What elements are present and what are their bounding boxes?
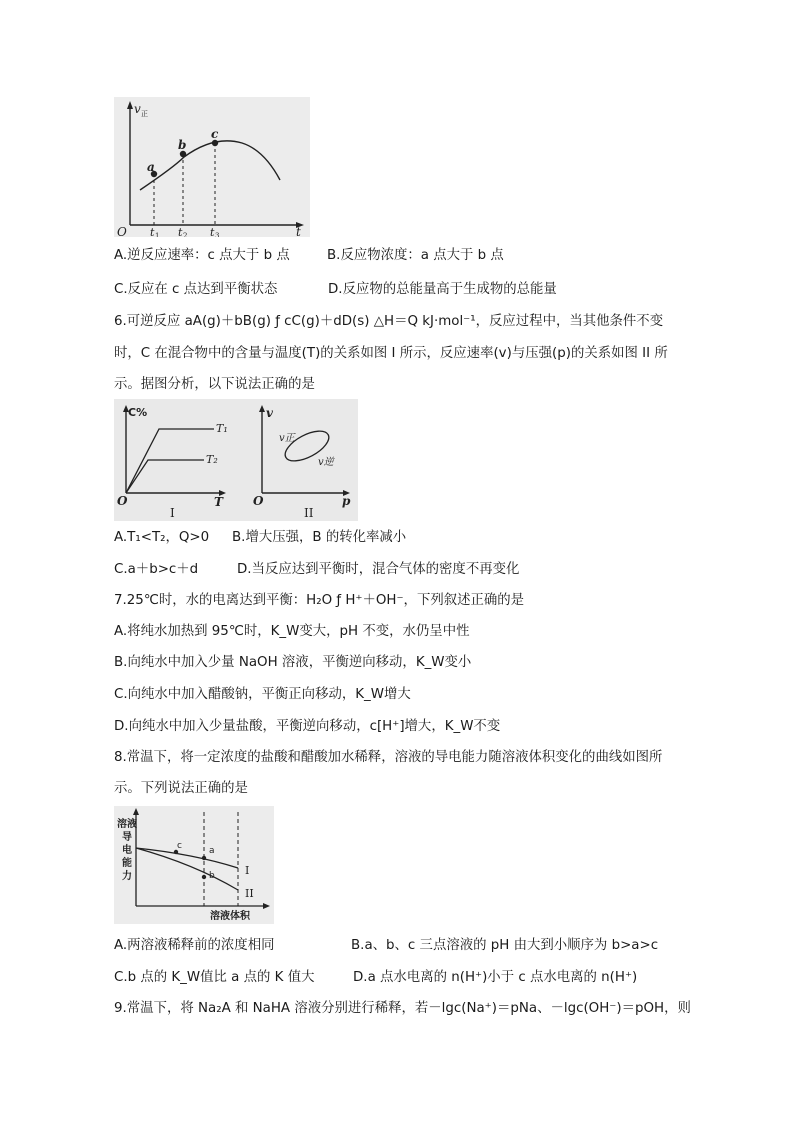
figure-c-percent-and-rate-pressure: [114, 399, 358, 521]
q6-stem-line1: 6.可逆反应 aA(g)＋bB(g) ƒ cC(g)＋dD(s) △H＝Q kJ·mol⁻¹，反应过程中，当其他条件不变: [114, 314, 664, 329]
figure-rate-vs-time: [114, 97, 310, 237]
q5-option-b: B.反应物浓度：a 点大于 b 点: [327, 248, 504, 263]
curve-i-label: I: [245, 864, 250, 877]
point-c-label: c: [211, 127, 219, 141]
tick-t3: t: [210, 226, 215, 237]
curve-ii-label: II: [245, 887, 254, 900]
v-reverse-label: v逆: [318, 457, 334, 468]
right-origin: O: [253, 494, 264, 508]
point-b-label: b: [178, 138, 187, 152]
y-label-char-1: 溶: [117, 819, 127, 830]
q6-stem-line2: 时，C 在混合物中的含量与温度(T)的关系如图 I 所示，反应速率(v)与压强(p)的关系如图 II 所: [114, 346, 668, 361]
tick-t1: t: [150, 226, 155, 237]
left-x-label: T: [214, 495, 223, 509]
x-axis-label: 溶液体积: [210, 911, 250, 922]
q7-option-c: C.向纯水中加入醋酸钠，平衡正向移动，K_W增大: [114, 687, 411, 702]
left-origin: O: [117, 494, 128, 508]
caption-i: I: [170, 506, 175, 520]
q8-option-a: A.两溶液稀释前的浓度相同: [114, 938, 275, 953]
q5-option-d: D.反应物的总能量高于生成物的总能量: [328, 282, 557, 297]
q8-option-b: B.a、b、c 三点溶液的 pH 由大到小顺序为 b>a>c: [351, 938, 659, 953]
point-a-label: a: [209, 846, 215, 856]
y-axis-label: v: [134, 102, 141, 116]
point-a-label: a: [147, 160, 155, 174]
v-forward-label: v正: [279, 433, 295, 444]
q6-stem-line3: 示。据图分析，以下说法正确的是: [114, 377, 315, 392]
q5-option-a: A.逆反应速率：c 点大于 b 点: [114, 248, 290, 263]
right-x-label: p: [342, 494, 351, 508]
q7-stem: 7.25℃时，水的电离达到平衡：H₂O ƒ H⁺＋OH⁻，下列叙述正确的是: [114, 593, 525, 608]
y-label-char-5: 能: [122, 858, 132, 869]
tick-t1-sub: 1: [155, 232, 160, 237]
y-label-char-3: 导: [122, 832, 132, 843]
y-label-char-4: 电: [122, 845, 132, 856]
x-axis-label: t: [296, 225, 301, 237]
tick-t2-sub: 2: [183, 232, 188, 237]
point-c-label: c: [177, 841, 182, 851]
q7-option-a: A.将纯水加热到 95℃时，K_W变大，pH 不变，水仍呈中性: [114, 624, 470, 639]
q7-option-b: B.向纯水中加入少量 NaOH 溶液，平衡逆向移动，K_W变小: [114, 655, 472, 670]
y-label-char-6: 力: [122, 871, 132, 882]
t2-label: T₂: [206, 453, 218, 466]
tick-t3-sub: 3: [215, 232, 220, 237]
q6-option-a: A.T₁<T₂，Q>0: [114, 530, 210, 545]
q8-stem-line1: 8.常温下，将一定浓度的盐酸和醋酸加水稀释，溶液的导电能力随溶液体积变化的曲线如图所: [114, 750, 663, 765]
origin-label: O: [117, 225, 127, 237]
point-b-label: b: [209, 871, 215, 881]
point-b: [202, 875, 206, 879]
q9-stem-line1: 9.常温下，将 Na₂A 和 NaHA 溶液分别进行稀释，若－lgc(Na⁺)＝pNa、－lgc(OH⁻)＝pOH，则: [114, 1001, 691, 1016]
q8-option-d: D.a 点水电离的 n(H⁺)小于 c 点水电离的 n(H⁺): [353, 970, 638, 985]
q8-stem-line2: 示。下列说法正确的是: [114, 781, 248, 796]
q6-option-b: B.增大压强，B 的转化率减小: [232, 530, 407, 545]
caption-ii: II: [304, 506, 314, 520]
q6-option-c: C.a＋b>c＋d: [114, 562, 199, 577]
point-a: [202, 856, 206, 860]
q5-option-c: C.反应在 c 点达到平衡状态: [114, 282, 278, 297]
q6-option-d: D.当反应达到平衡时，混合气体的密度不再变化: [237, 562, 520, 577]
tick-t2: t: [178, 226, 183, 237]
right-y-label: v: [266, 406, 273, 420]
t1-label: T₁: [216, 422, 228, 435]
q8-option-c: C.b 点的 K_W值比 a 点的 K 值大: [114, 970, 315, 985]
y-axis-sub: 正: [141, 110, 148, 118]
q7-option-d: D.向纯水中加入少量盐酸，平衡逆向移动，c[H⁺]增大，K_W不变: [114, 719, 501, 734]
figure-conductivity-vs-volume: [114, 806, 274, 924]
left-y-label: C%: [128, 406, 148, 419]
y-label-char-2: 液: [127, 819, 137, 830]
